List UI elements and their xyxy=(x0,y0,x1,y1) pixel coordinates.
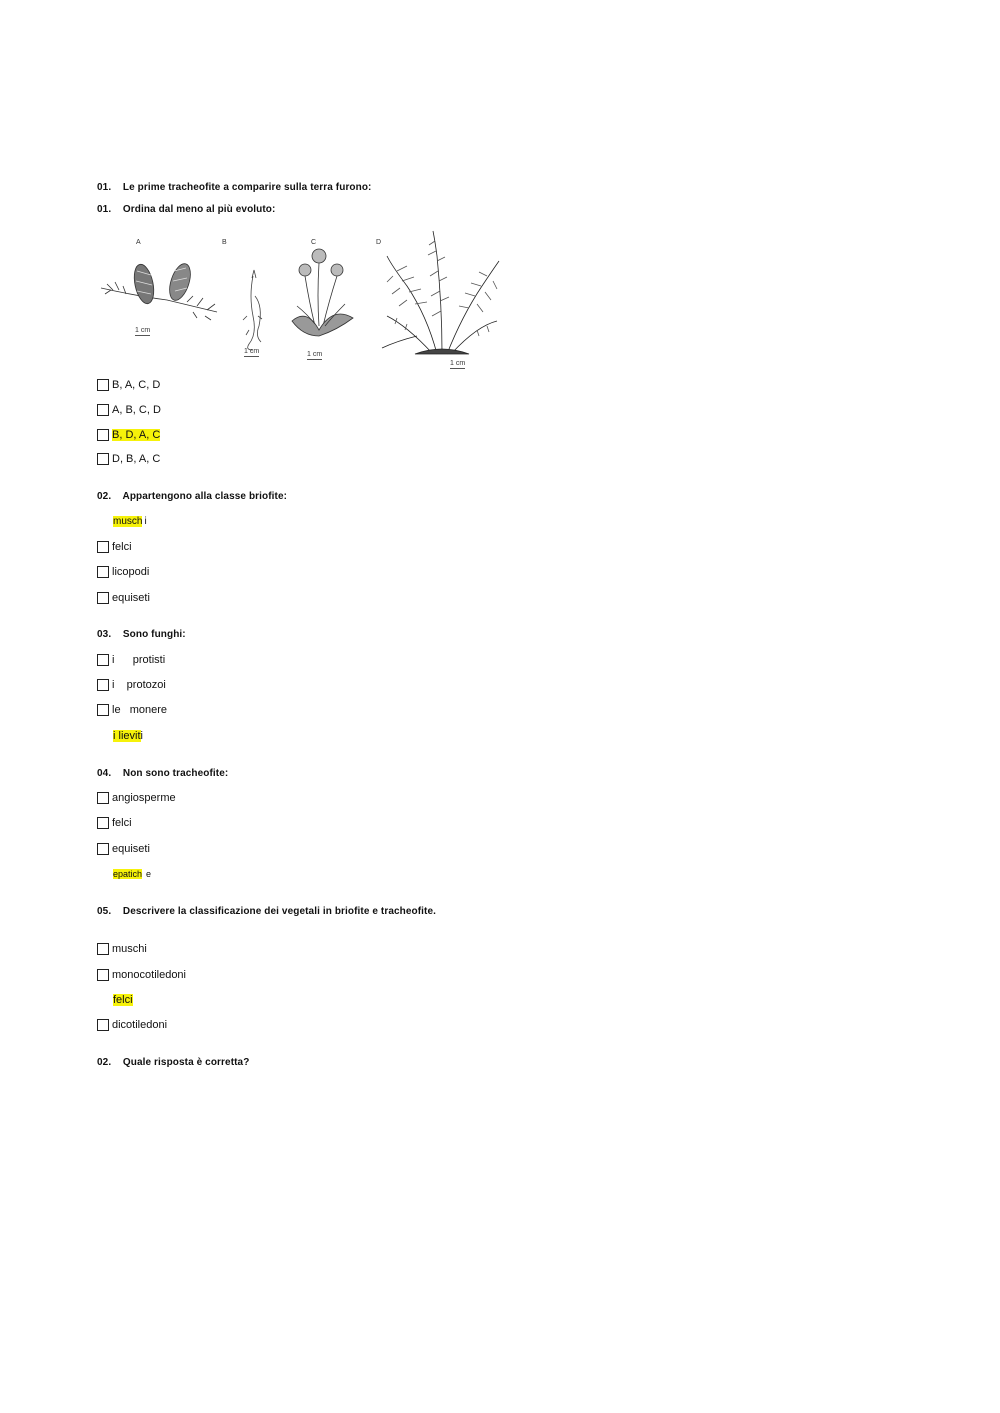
checkbox[interactable] xyxy=(97,679,109,691)
option-label: B, A, C, D xyxy=(112,378,161,391)
question-number: 02. xyxy=(97,1057,112,1068)
option-label: equiseti xyxy=(112,591,150,604)
checkbox[interactable] xyxy=(97,453,109,465)
option-q2-a[interactable] xyxy=(97,514,147,529)
checkbox[interactable] xyxy=(97,566,109,578)
option-q2-d[interactable] xyxy=(97,590,150,605)
checkbox[interactable] xyxy=(97,969,109,981)
question-1-heading xyxy=(97,204,275,215)
option-label-rest: e xyxy=(146,868,152,879)
option-q4-b[interactable] xyxy=(97,815,132,830)
plant-drawings xyxy=(97,226,503,374)
question-number: 01. xyxy=(97,204,112,215)
option-q1-d[interactable] xyxy=(97,451,160,466)
option-q3-d[interactable] xyxy=(97,728,143,743)
question-2-heading xyxy=(97,491,287,502)
checkbox[interactable] xyxy=(97,592,109,604)
option-q1-b[interactable] xyxy=(97,402,161,417)
checkbox[interactable] xyxy=(97,429,109,441)
option-label: muschi xyxy=(112,942,147,955)
option-q2-c[interactable] xyxy=(97,564,149,579)
question-text: Descrivere la classificazione dei vegetali in briofite e tracheofite. xyxy=(122,906,437,917)
plant-figure xyxy=(97,226,503,374)
option-q1-c[interactable] xyxy=(97,427,160,442)
option-q4-c[interactable] xyxy=(97,841,150,856)
option-label: felci xyxy=(112,816,132,829)
option-label: angiosperme xyxy=(112,791,176,804)
option-q1-a[interactable] xyxy=(97,377,160,392)
figure-label-a: A xyxy=(136,239,141,246)
option-label-rest: i xyxy=(140,729,143,742)
option-label: le monere xyxy=(112,703,168,716)
option-q3-c[interactable] xyxy=(97,702,167,717)
question-text: Appartengono alla classe briofite: xyxy=(122,491,288,502)
option-label: i protisti xyxy=(112,653,166,666)
question-number: 05. xyxy=(97,906,112,917)
checkbox[interactable] xyxy=(97,379,109,391)
moss-drawing xyxy=(243,270,262,350)
option-label: equiseti xyxy=(112,842,150,855)
option-label: licopodi xyxy=(112,565,150,578)
option-label: felci xyxy=(112,540,132,553)
question-4-heading xyxy=(97,768,228,779)
option-label: monocotiledoni xyxy=(112,968,186,981)
question-number: 01. xyxy=(97,182,112,193)
question-6-heading xyxy=(97,1057,249,1068)
option-label-rest: i xyxy=(144,516,147,527)
option-q5-b[interactable] xyxy=(97,967,186,982)
checkbox[interactable] xyxy=(97,541,109,553)
scale-bar-a: 1 cm xyxy=(135,327,151,334)
question-number: 03. xyxy=(97,629,112,640)
question-text: Ordina dal meno al più evoluto: xyxy=(122,204,276,215)
figure-label-d: D xyxy=(376,239,382,246)
figure-label-c: C xyxy=(311,239,317,246)
question-3-heading xyxy=(97,629,186,640)
fern-drawing xyxy=(382,231,499,354)
option-label-highlighted: epatich xyxy=(113,868,143,879)
question-number: 02. xyxy=(97,491,112,502)
question-text: Le prime tracheofite a comparire sulla terra furono: xyxy=(122,182,372,193)
question-5-heading xyxy=(97,906,436,917)
checkbox[interactable] xyxy=(97,404,109,416)
option-q5-a[interactable] xyxy=(97,941,147,956)
question-text: Quale risposta è corretta? xyxy=(122,1057,250,1068)
question-text: Sono funghi: xyxy=(122,629,186,640)
option-label: A, B, C, D xyxy=(112,403,161,416)
option-q5-d[interactable] xyxy=(97,1017,167,1032)
question-0-heading xyxy=(97,182,372,193)
figure-label-b: B xyxy=(222,239,227,246)
option-q4-d[interactable] xyxy=(97,866,151,881)
checkbox[interactable] xyxy=(97,843,109,855)
option-q3-a[interactable] xyxy=(97,652,165,667)
scale-bar-b: 1 cm xyxy=(244,348,260,355)
checkbox[interactable] xyxy=(97,1019,109,1031)
checkbox[interactable] xyxy=(97,943,109,955)
scale-bar-c: 1 cm xyxy=(307,351,323,358)
checkbox[interactable] xyxy=(97,704,109,716)
option-label: D, B, A, C xyxy=(112,452,161,465)
checkbox[interactable] xyxy=(97,654,109,666)
daisy-drawing xyxy=(292,249,353,336)
option-label: i protozoi xyxy=(112,678,166,691)
option-label-highlighted: i lievit xyxy=(113,729,141,742)
checkbox[interactable] xyxy=(97,792,109,804)
option-label-highlighted: felci xyxy=(113,993,133,1006)
option-label-highlighted: musch xyxy=(113,516,143,527)
question-number: 04. xyxy=(97,768,112,779)
scale-bar-d: 1 cm xyxy=(450,360,466,367)
checkbox[interactable] xyxy=(97,817,109,829)
option-label-highlighted: B, D, A, C xyxy=(112,428,161,441)
option-label: dicotiledoni xyxy=(112,1018,168,1031)
question-text: Non sono tracheofite: xyxy=(122,768,229,779)
option-q4-a[interactable] xyxy=(97,790,176,805)
option-q5-c[interactable] xyxy=(97,992,133,1007)
option-q3-b[interactable] xyxy=(97,677,166,692)
conifer-drawing xyxy=(101,261,217,320)
option-q2-b[interactable] xyxy=(97,539,132,554)
